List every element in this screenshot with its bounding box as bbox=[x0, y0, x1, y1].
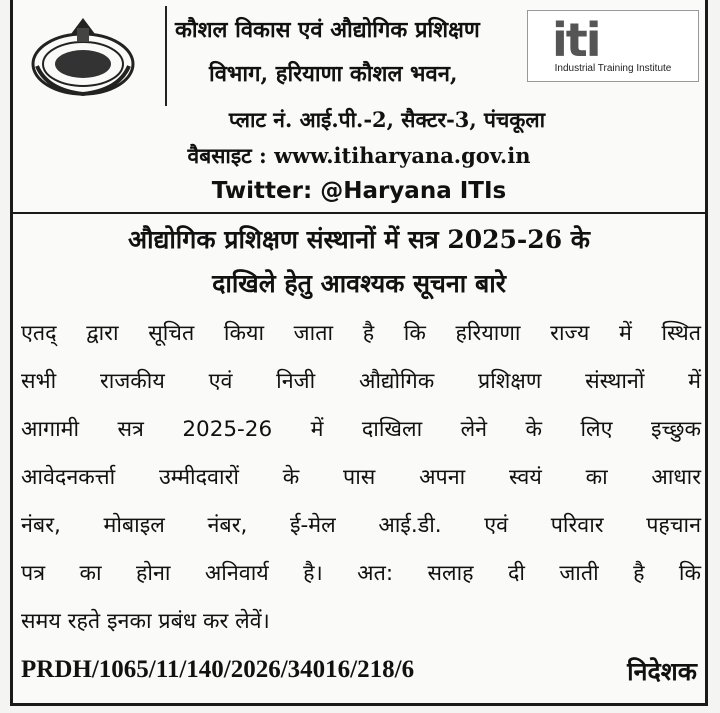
notice-body-line: नंबर, मोबाइल नंबर, ई-मेल आई.डी. एवं परिवार पहचान bbox=[21, 513, 701, 538]
iti-logo-mark: iti bbox=[552, 13, 600, 67]
adjacent-column-fragment bbox=[710, 0, 720, 713]
release-reference-number: PRDH/1065/11/140/2026/34016/218/6 bbox=[21, 656, 415, 683]
iti-logo-caption: Industrial Training Institute bbox=[554, 63, 672, 74]
notice-body-line: समय रहते इनका प्रबंध कर लेवें। bbox=[21, 609, 270, 634]
notice-body-line: एतद् द्वारा सूचित किया जाता है कि हरियाणा राज्य में स्थित bbox=[21, 321, 701, 346]
notice-header bbox=[13, 0, 705, 214]
website-line: वैबसाइट : www.itiharyana.gov.in bbox=[187, 143, 531, 168]
header-divider bbox=[165, 6, 167, 106]
notice-subject-line-2: दाखिले हेतु आवश्यक सूचना बारे bbox=[212, 269, 506, 298]
notice-subject-line-1: औद्योगिक प्रशिक्षण संस्थानों में सत्र 2025-26 के bbox=[128, 225, 590, 254]
notice-body-line: सभी राजकीय एवं निजी औद्योगिक प्रशिक्षण संस्थानों में bbox=[21, 369, 701, 394]
notice-body-line: पत्र का होना अनिवार्य है। अत: सलाह दी जाती है कि bbox=[21, 561, 701, 586]
notice-panel bbox=[10, 0, 708, 706]
twitter-handle: Twitter: @Haryana ITIs bbox=[211, 178, 507, 204]
iti-logo bbox=[527, 10, 699, 82]
notice-body-line: आवेदनकर्त्ता उम्मीदवारों के पास अपना स्वयं का आधार bbox=[21, 465, 701, 490]
office-address: प्लाट नं. आई.पी.-2, सैक्टर-3, पंचकूला bbox=[228, 107, 546, 132]
notice-body-line: आगामी सत्र 2025-26 में दाखिला लेने के लिए इच्छुक bbox=[21, 417, 701, 442]
haryana-emblem-icon bbox=[27, 14, 139, 98]
signatory-title: निदेशक bbox=[627, 657, 697, 686]
department-name-line-1: कौशल विकास एवं औद्योगिक प्रशिक्षण bbox=[175, 17, 480, 43]
department-name-line-2: विभाग, हरियाणा कौशल भवन, bbox=[209, 61, 458, 87]
